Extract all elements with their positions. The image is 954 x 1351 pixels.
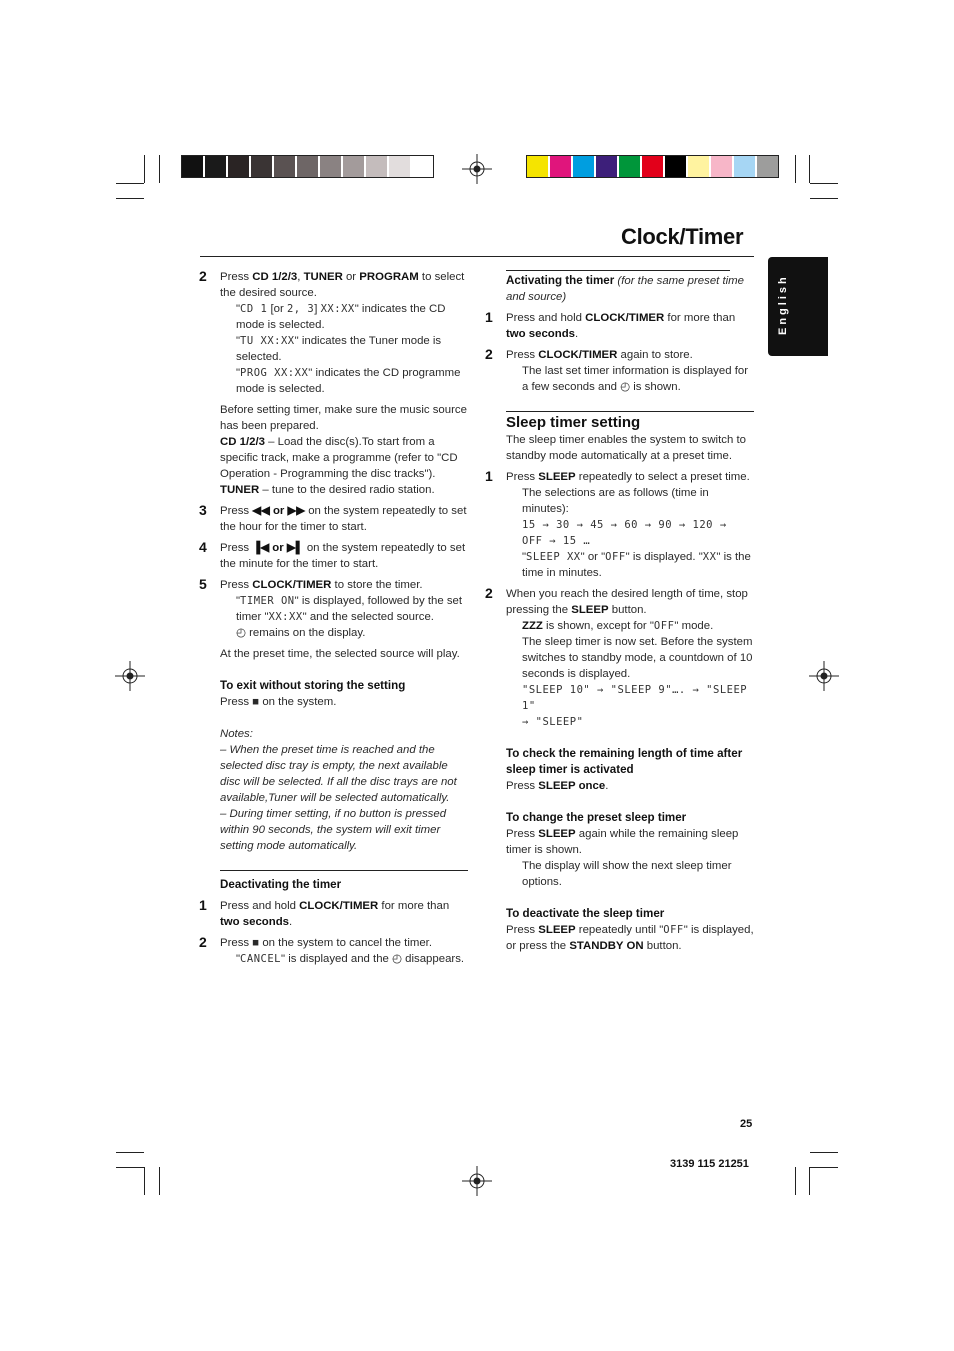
header-rule — [200, 256, 754, 257]
note-1: – When the preset time is reached and the selected disc tray is empty, the next available disc will be selected. If all the disc trays are not available,Tuner will be selected automatically. — [220, 744, 457, 804]
color-swatch — [412, 156, 433, 177]
notes-title: Notes: — [220, 728, 253, 740]
stop-icon: ■ — [252, 937, 260, 949]
activate-timer-title: Activating the timer (for the same preset time and source) — [506, 274, 745, 303]
color-swatch — [274, 156, 297, 177]
color-swatch — [205, 156, 228, 177]
color-swatch — [366, 156, 389, 177]
color-swatch — [734, 156, 757, 177]
sleep-intro: The sleep timer enables the system to switch to standby mode automatically at a preset time. — [506, 434, 746, 462]
color-swatch — [619, 156, 642, 177]
deactivate-sleep-title: To deactivate the sleep timer — [506, 907, 665, 920]
step-5: 5 Press CLOCK/TIMER to store the timer. "TIMER ON" is displayed, followed by the set timer "XX:XX" and the selected source. ◴ remains on the display. — [199, 576, 463, 639]
deactivate-timer-title: Deactivating the timer — [220, 878, 342, 891]
right-column — [485, 273, 754, 395]
crop-mark — [795, 1167, 796, 1195]
clock-icon: ◴ — [236, 627, 246, 639]
section-rule — [506, 411, 754, 412]
crop-mark — [144, 155, 145, 183]
change-title: To change the preset sleep timer — [506, 811, 687, 824]
clock-icon: ◴ — [392, 953, 402, 965]
crop-mark — [144, 1167, 145, 1195]
crop-mark — [159, 155, 160, 183]
color-swatch — [757, 156, 778, 177]
prev-next-buttons-icon: ▐◀ or ▶▌ — [252, 542, 304, 554]
step-3: 3 Press ◀◀ or ▶▶ on the system repeatedly to set the hour for the timer to start. — [199, 502, 467, 533]
deactivate-step-2: 2 Press ■ on the system to cancel the timer. "CANCEL" is displayed and the ◴ disappears. — [199, 934, 465, 965]
sleep-step-1: 1 Press SLEEP repeatedly to select a preset time. The selections are as follows (time in minutes): 15 → 30 → 45 → 60 → 90 → 120 → OFF → 15 … "SLEEP XX" or "OFF" is displayed. "XX" is the time in minutes. — [485, 468, 751, 579]
sleep-timer-title: Sleep timer setting — [506, 414, 641, 431]
color-swatch — [228, 156, 251, 177]
left-column: 2 Press CD 1/2/3, TUNER or PROGRAM to select the desired source. "CD 1 [or 2, 3] XX:XX" indicates the CD mode is selected. "TU XX:XX" indicates the Tuner mode is selected. "PROG XX:XX" indicates the CD programme mode is selected. Before setting timer, make sure the music source has been prepared. CD 1/2/3 – Load the disc(s).To start from a specific track, make a programme (refer to "CD Operation - Programming the disc tracks"). TUNER – tune to the desired radio station. 3 Press ◀◀ or ▶▶ on the system repeatedly to set the hour for the timer to start. 4 Press ▐◀ or ▶▌ on the system repeatedly to set the minute for the timer to start. 5 Press CLOCK/TIMER to store the timer. "TIMER ON" is displayed, followed by the set timer "XX:XX" and the selected source. ◴ remains on the display. At the preset time, the selected source will play. To exit without storing the setting Press ■ on the system. Notes: – When the preset time is reached and the selected disc tray is empty, the next available disc will be selected. If all the disc trays are not available,Tuner will be selected automatically. – During timer setting, if no button is pressed within 90 seconds, the system will exit timer setting mode automatically. Deactivating the timer 1 Press and hold CLOCK/TIMER for more than two seconds. 2 Press ■ on the system to cancel the timer. "CANCEL" is displayed and the ◴ disappears. — [199, 268, 467, 965]
registration-mark-icon — [462, 1166, 492, 1196]
registration-mark-icon — [462, 154, 492, 184]
language-tab: English — [768, 257, 828, 356]
clock-icon: ◴ — [620, 381, 631, 393]
note-2: – During timer setting, if no button is pressed within 90 seconds, the system will exit timer setting mode automatically. — [220, 808, 447, 852]
color-swatch — [596, 156, 619, 177]
check-title: To check the remaining length of time after sleep timer is activated — [506, 747, 743, 776]
crop-mark — [810, 1152, 838, 1153]
registration-mark-icon — [809, 661, 839, 691]
color-swatch — [182, 156, 205, 177]
crop-mark — [116, 183, 144, 184]
page-number: 25 — [740, 1118, 753, 1130]
color-swatch — [711, 156, 734, 177]
crop-mark — [795, 155, 796, 183]
color-swatch — [251, 156, 274, 177]
cd-text: CD 1/2/3 – Load the disc(s).To start from a specific track, make a programme (refer to "CD Operation - Programming the disc tracks"). — [220, 436, 458, 480]
crop-mark — [116, 1152, 144, 1153]
crop-mark — [116, 198, 144, 199]
step-4: 4 Press ▐◀ or ▶▌ on the system repeatedly to set the minute for the timer to start. — [199, 539, 466, 570]
grayscale-color-bar — [181, 155, 434, 178]
color-swatch — [297, 156, 320, 177]
crop-mark — [809, 155, 810, 183]
color-swatch — [642, 156, 665, 177]
activate-step-1: 1 Press and hold CLOCK/TIMER for more than two seconds. — [485, 309, 736, 340]
section-rule — [220, 870, 468, 871]
page-title: Clock/Timer — [621, 224, 744, 249]
process-color-bar — [526, 155, 779, 178]
crop-mark — [810, 198, 838, 199]
color-swatch — [343, 156, 366, 177]
tuner-text: TUNER – tune to the desired radio station. — [220, 484, 435, 496]
color-swatch — [550, 156, 573, 177]
color-swatch — [573, 156, 596, 177]
activate-step-2: 2 Press CLOCK/TIMER again to store. The last set timer information is displayed for a few seconds and ◴ is shown. — [485, 346, 749, 393]
sleep-section: Sleep timer setting The sleep timer enables the system to switch to standby mode automatically at a preset time. 1 Press SLEEP repeatedly to select a preset time. The selections are as follows (time in minutes): 15 → 30 → 45 → 60 → 90 → 120 → OFF → 15 … "SLEEP XX" or "OFF" is displayed. "XX" is the time in minutes. 2 When you reach the desired length of time, stop pressing the SLEEP button. ZZZ is shown, except for "OFF" mode. The sleep timer is now set. Before the system switches to standby mode, a countdown of 10 seconds is displayed. "SLEEP 10" → "SLEEP 9"…. → "SLEEP 1" → "SLEEP" To check the remaining length of time after sleep timer is activated Press SLEEP once. To change the preset sleep timer Press SLEEP again while the remaining sleep timer is shown. The display will show the next sleep timer options. To deactivate the sleep timer Press SLEEP repeatedly until "OFF" is displayed, or press the STANDBY ON button. — [485, 414, 754, 952]
crop-mark — [116, 1167, 144, 1168]
sleep-icon: ZZZ — [522, 620, 543, 632]
before-text: Before setting timer, make sure the music source has been prepared. — [220, 404, 467, 432]
registration-mark-icon — [115, 661, 145, 691]
preset-text: At the preset time, the selected source will play. — [220, 648, 460, 660]
color-swatch — [389, 156, 412, 177]
deactivate-step-1: 1 Press and hold CLOCK/TIMER for more than two seconds. — [199, 897, 450, 928]
exit-title: To exit without storing the setting — [220, 679, 406, 692]
crop-mark — [159, 1167, 160, 1195]
crop-mark — [810, 1167, 838, 1168]
document-code: 3139 115 21251 — [670, 1158, 749, 1170]
color-swatch — [665, 156, 688, 177]
sleep-step-2: 2 When you reach the desired length of time, stop pressing the SLEEP button. ZZZ is shown, except for "OFF" mode. The sleep timer is now set. Before the system switches to standby mode, a countdown of 10 seconds is displayed. "SLEEP 10" → "SLEEP 9"…. → "SLEEP 1" → "SLEEP" — [485, 585, 753, 728]
stop-icon: ■ — [252, 696, 260, 708]
skip-buttons-icon: ◀◀ or ▶▶ — [252, 505, 306, 517]
color-swatch — [688, 156, 711, 177]
section-rule — [506, 270, 730, 271]
color-swatch — [320, 156, 343, 177]
crop-mark — [810, 183, 838, 184]
color-swatch — [527, 156, 550, 177]
crop-mark — [809, 1167, 810, 1195]
step-2: 2 Press CD 1/2/3, TUNER or PROGRAM to select the desired source. "CD 1 [or 2, 3] XX:XX" indicates the CD mode is selected. "TU XX:XX" indicates the Tuner mode is selected. "PROG XX:XX" indicates the CD programme mode is selected. — [199, 268, 465, 395]
